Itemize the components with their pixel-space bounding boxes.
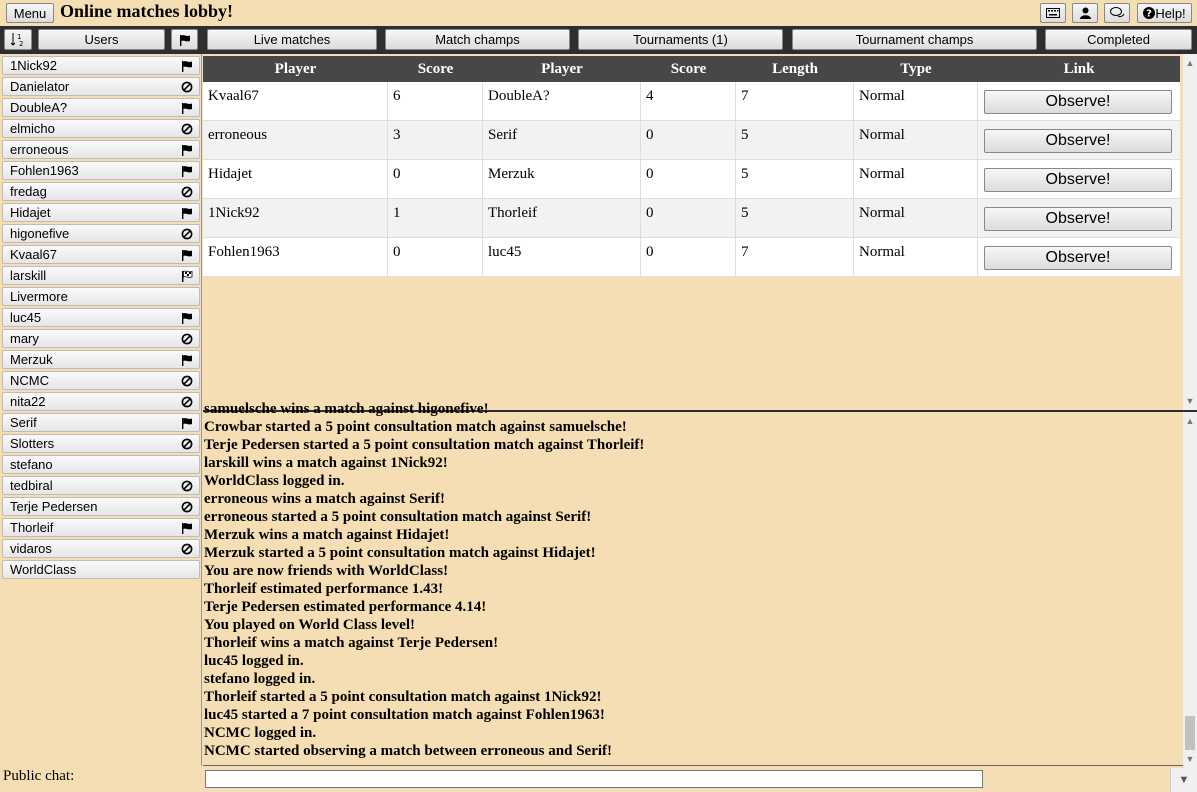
- log-line: erroneous started a 5 point consultation match against Serif!: [204, 509, 592, 525]
- user-item[interactable]: [2, 497, 200, 516]
- chat-bubbles-icon: [1110, 7, 1125, 19]
- user-name: Serif: [10, 415, 37, 430]
- col-type: Type: [900, 61, 932, 77]
- flag-icon: [180, 143, 193, 156]
- matches-table: [203, 54, 1197, 410]
- log-line: Terje Pedersen started a 5 point consultation match against Thorleif!: [204, 437, 645, 453]
- chat-dropdown[interactable]: [1170, 768, 1197, 792]
- observe-button[interactable]: Observe!: [984, 207, 1172, 231]
- table-row: [203, 238, 1180, 277]
- svg-text:?: ?: [1146, 8, 1153, 20]
- flag-icon: [180, 248, 193, 261]
- user-name: nita22: [10, 394, 46, 409]
- user-item[interactable]: [2, 518, 200, 537]
- player-2-cell: DoubleA?: [483, 82, 641, 121]
- blocked-icon: [180, 437, 193, 450]
- player-2-cell: luc45: [483, 238, 641, 277]
- user-name: Livermore: [10, 289, 68, 304]
- log-line: Thorleif wins a match against Terje Pedersen!: [204, 635, 499, 651]
- col-score-2: Score: [670, 61, 707, 77]
- user-item[interactable]: [2, 161, 200, 180]
- user-icon: [1080, 7, 1091, 19]
- svg-text:2: 2: [19, 40, 24, 48]
- flag-icon: [179, 34, 191, 46]
- type-cell: Normal: [854, 160, 978, 199]
- toolbar: [0, 26, 1197, 54]
- user-name: DoubleA?: [10, 100, 68, 115]
- score-1-cell: 0: [388, 238, 483, 277]
- user-item[interactable]: [2, 203, 200, 222]
- flag-icon: [180, 59, 193, 72]
- scroll-down-icon[interactable]: ▼: [1185, 754, 1195, 764]
- blocked-icon: [180, 395, 193, 408]
- log-line: erroneous wins a match against Serif!: [204, 491, 445, 507]
- table-row: [203, 121, 1180, 160]
- blocked-icon: [180, 332, 193, 345]
- user-item[interactable]: [2, 308, 200, 327]
- user-item[interactable]: [2, 224, 200, 243]
- user-name: fredag: [10, 184, 47, 199]
- log-lines: [204, 400, 644, 760]
- table-row: [203, 199, 1180, 238]
- user-name: elmicho: [10, 121, 55, 136]
- user-item[interactable]: [2, 119, 200, 138]
- user-name: stefano: [10, 457, 53, 472]
- question-circle-icon: [1143, 7, 1155, 19]
- log-line: Thorleif estimated performance 1.43!: [204, 581, 444, 597]
- col-player-1: Player: [274, 61, 317, 77]
- flag-icon: [180, 206, 193, 219]
- user-item[interactable]: [2, 413, 200, 432]
- keyboard-icon: [1046, 8, 1060, 18]
- col-length: Length: [772, 61, 818, 77]
- blocked-icon: [180, 122, 193, 135]
- type-cell: Normal: [854, 199, 978, 238]
- length-cell: 5: [736, 121, 854, 160]
- user-name: luc45: [10, 310, 42, 325]
- user-item[interactable]: [2, 77, 200, 96]
- tab-live-matches[interactable]: Live matches: [207, 29, 377, 50]
- flag-filter-button[interactable]: [171, 29, 198, 50]
- log-line: NCMC logged in.: [204, 725, 317, 741]
- player-1-cell: Kvaal67: [203, 82, 388, 121]
- user-item[interactable]: [2, 182, 200, 201]
- log-line: luc45 started a 7 point consultation match against Fohlen1963!: [204, 707, 605, 723]
- scroll-down-icon[interactable]: ▼: [1185, 396, 1195, 406]
- log-line: samuelsche wins a match against higonefive!: [204, 401, 489, 417]
- user-item[interactable]: [2, 560, 200, 579]
- type-cell: Normal: [854, 82, 978, 121]
- player-2-cell: Thorleif: [483, 199, 641, 238]
- menu-button[interactable]: Menu: [6, 3, 54, 23]
- users-button[interactable]: Users: [38, 29, 165, 50]
- length-cell: 5: [736, 160, 854, 199]
- header-bar: [0, 0, 1197, 26]
- flag-icon: [180, 521, 193, 534]
- player-1-cell: erroneous: [203, 121, 388, 160]
- col-link: Link: [1063, 61, 1095, 77]
- score-1-cell: 6: [388, 82, 483, 121]
- table-row: [203, 160, 1180, 199]
- user-name: vidaros: [10, 541, 52, 556]
- log-line: stefano logged in.: [204, 671, 316, 687]
- sort-numeric-icon: [10, 32, 26, 47]
- log-line: Crowbar started a 5 point consultation match against samuelsche!: [204, 419, 627, 435]
- user-name: Fohlen1963: [10, 163, 79, 178]
- user-item[interactable]: [2, 350, 200, 369]
- user-name: NCMC: [10, 373, 49, 388]
- checkered-flag-icon: [180, 269, 193, 282]
- length-cell: 5: [736, 199, 854, 238]
- user-item[interactable]: [2, 371, 200, 390]
- table-row: [203, 82, 1180, 121]
- help-label: Help!: [1155, 5, 1186, 21]
- log-scrollbar[interactable]: [1183, 412, 1197, 768]
- flag-icon: [180, 416, 193, 429]
- player-2-cell: Serif: [483, 121, 641, 160]
- blocked-icon: [180, 185, 193, 198]
- user-item[interactable]: [2, 329, 200, 348]
- help-button[interactable]: [1137, 3, 1192, 23]
- tab-match-champs[interactable]: Match champs: [385, 29, 570, 50]
- user-item[interactable]: [2, 476, 200, 495]
- user-name: WorldClass: [10, 562, 77, 577]
- user-item[interactable]: [2, 98, 200, 117]
- length-cell: 7: [736, 82, 854, 121]
- tab-tournaments[interactable]: Tournaments (1): [578, 29, 783, 50]
- user-name: Kvaal67: [10, 247, 57, 262]
- scroll-up-icon[interactable]: ▲: [1185, 416, 1195, 426]
- user-item[interactable]: [2, 140, 200, 159]
- user-item[interactable]: [2, 245, 200, 264]
- tab-tournament-champs[interactable]: Tournament champs: [792, 29, 1037, 50]
- chevron-down-icon: ▼: [1178, 774, 1190, 786]
- chat-button[interactable]: [1104, 3, 1130, 23]
- observe-button[interactable]: Observe!: [984, 129, 1172, 153]
- col-player-2: Player: [541, 61, 583, 77]
- chat-label: Public chat:: [3, 768, 75, 784]
- score-1-cell: 1: [388, 199, 483, 238]
- log-line: luc45 logged in.: [204, 653, 304, 669]
- chat-input[interactable]: [205, 770, 983, 788]
- type-cell: Normal: [854, 238, 978, 277]
- player-1-cell: 1Nick92: [203, 199, 388, 238]
- profile-button[interactable]: [1072, 3, 1098, 23]
- blocked-icon: [180, 479, 193, 492]
- user-name: Thorleif: [10, 520, 54, 535]
- log-line: Merzuk wins a match against Hidajet!: [204, 527, 450, 543]
- player-1-cell: Hidajet: [203, 160, 388, 199]
- user-name: Hidajet: [10, 205, 51, 220]
- log-line: NCMC started observing a match between erroneous and Serif!: [204, 743, 613, 759]
- user-item[interactable]: [2, 434, 200, 453]
- user-name: Danielator: [10, 79, 70, 94]
- user-name: larskill: [10, 268, 47, 283]
- blocked-icon: [180, 374, 193, 387]
- score-1-cell: 3: [388, 121, 483, 160]
- user-name: erroneous: [10, 142, 69, 157]
- user-list: [0, 54, 202, 766]
- log-line: Merzuk started a 5 point consultation match against Hidajet!: [204, 545, 596, 561]
- log-line: WorldClass logged in.: [204, 473, 345, 489]
- table-header: [203, 56, 1180, 82]
- flag-icon: [180, 353, 193, 366]
- flag-icon: [180, 101, 193, 114]
- user-item[interactable]: [2, 392, 200, 411]
- user-name: mary: [10, 331, 39, 346]
- event-log: [203, 401, 1197, 766]
- log-line: You are now friends with WorldClass!: [204, 563, 449, 579]
- log-line: Terje Pedersen estimated performance 4.14!: [204, 599, 487, 615]
- length-cell: 7: [736, 238, 854, 277]
- scroll-up-icon[interactable]: ▲: [1185, 58, 1195, 68]
- col-score-1: Score: [417, 61, 454, 77]
- score-2-cell: 4: [641, 82, 736, 121]
- user-item[interactable]: [2, 287, 200, 306]
- score-2-cell: 0: [641, 199, 736, 238]
- player-2-cell: Merzuk: [483, 160, 641, 199]
- blocked-icon: [180, 542, 193, 555]
- sort-button[interactable]: [4, 29, 32, 50]
- score-1-cell: 0: [388, 160, 483, 199]
- tab-completed[interactable]: Completed: [1045, 29, 1192, 50]
- user-name: Slotters: [10, 436, 55, 451]
- user-name: tedbiral: [10, 478, 53, 493]
- player-1-cell: Fohlen1963: [203, 238, 388, 277]
- score-2-cell: 0: [641, 160, 736, 199]
- user-item[interactable]: [2, 266, 200, 285]
- page-title: Online matches lobby!: [60, 1, 234, 21]
- log-line: larskill wins a match against 1Nick92!: [204, 455, 448, 471]
- observe-button[interactable]: Observe!: [984, 90, 1172, 114]
- scroll-thumb[interactable]: [1185, 716, 1195, 750]
- flag-icon: [180, 311, 193, 324]
- user-name: Merzuk: [10, 352, 53, 367]
- log-line: You played on World Class level!: [204, 617, 416, 633]
- blocked-icon: [180, 500, 193, 513]
- user-item[interactable]: [2, 56, 200, 75]
- keyboard-button[interactable]: [1040, 3, 1066, 23]
- observe-button[interactable]: Observe!: [984, 246, 1172, 270]
- flag-icon: [180, 164, 193, 177]
- score-2-cell: 0: [641, 121, 736, 160]
- matches-scrollbar[interactable]: [1183, 54, 1197, 410]
- user-name: Terje Pedersen: [10, 499, 98, 514]
- blocked-icon: [180, 80, 193, 93]
- user-item[interactable]: [2, 539, 200, 558]
- type-cell: Normal: [854, 121, 978, 160]
- blocked-icon: [180, 227, 193, 240]
- observe-button[interactable]: Observe!: [984, 168, 1172, 192]
- user-name: 1Nick92: [10, 58, 57, 73]
- user-item[interactable]: [2, 455, 200, 474]
- log-line: Thorleif started a 5 point consultation match against 1Nick92!: [204, 689, 602, 705]
- svg-text:1: 1: [17, 33, 22, 41]
- user-name: higonefive: [10, 226, 70, 241]
- score-2-cell: 0: [641, 238, 736, 277]
